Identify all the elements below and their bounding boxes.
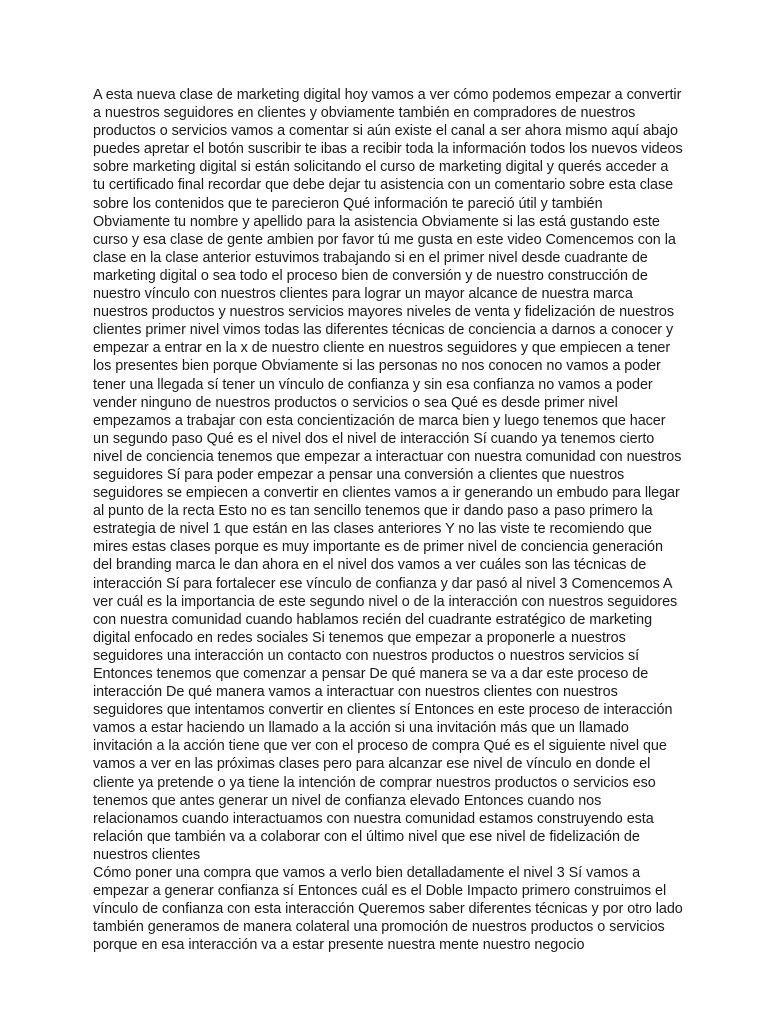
paragraph-1: A esta nueva clase de marketing digital hoy vamos a ver cómo podemos empezar a convertir a nuestros seguidores en clientes y obviamente también en compradores de nuestros productos o servicios vamos a comentar si aún existe el canal a ser ahora mismo aquí abajo puedes apretar el botón suscribir te ibas a recibir toda la información todos los nuevos videos sobre marketing digital si están solicitando el curso de marketing digital y querés acceder a tu certificado final recordar que debe dejar tu asistencia con un comentario sobre esta clase sobre los contenidos que te parecieron Qué información te pareció útil y también Obviamente tu nombre y apellido para la asistencia Obviamente si las está gustando este curso y esa clase de gente ambien por favor tú me gusta en este video Comencemos con la clase en la clase anterior estuvimos trabajando si en el primer nivel desde cuadrante de marketing digital o sea todo el proceso bien de conversión y de nuestro construcción de nuestro vínculo con nuestros clientes para lograr un mayor alcance de nuestra marca nuestros productos y nuestros servicios mayores niveles de venta y fidelización de nuestros clientes primer nivel vimos todas las diferentes técnicas de conciencia a darnos a conocer y empezar a entrar en la x de nuestro cliente en nuestros seguidores y que empiecen a tener los presentes bien porque Obviamente si las personas no nos conocen no vamos a poder tener una llegada sí tener un vínculo de confianza y sin esa confianza no vamos a poder vender ninguno de nuestros productos o servicios o sea Qué es desde primer nivel empezamos a trabajar con esta concientización de marca bien y luego tenemos que hacer un segundo paso Qué es el nivel dos el nivel de interacción Sí cuando ya tenemos cierto nivel de conciencia tenemos que empezar a interactuar con nuestra comunidad con nuestros seguidores Sí para poder empezar a pensar una conversión a clientes que nuestros seguidores se empiecen a convertir en clientes vamos a ir generando un embudo para llegar al punto de la recta Esto no es tan sencillo tenemos que ir dando paso a paso primero la estrategia de nivel 1 que están en las clases anteriores Y no las viste te recomiendo que mires estas clases porque es muy importante es de primer nivel de conciencia generación del branding marca le dan ahora en el nivel dos vamos a ver cuáles son las técnicas de interacción Sí para fortalecer ese vínculo de confianza y dar pasó al nivel 3 Comencemos A ver cuál es la importancia de este segundo nivel o de la interacción con nuestros seguidores con nuestra comunidad cuando hablamos recién del cuadrante estratégico de marketing digital enfocado en redes sociales Si tenemos que empezar a proponerle a nuestros seguidores una interacción un contacto con nuestros productos o nuestros servicios sí Entonces tenemos que comenzar a pensar De qué manera se va a dar este proceso de interacción De qué manera vamos a interactuar con nuestros clientes con nuestros seguidores que intentamos convertir en clientes sí Entonces en este proceso de interacción vamos a estar haciendo un llamado a la acción si una invitación más que un llamado invitación a la acción tiene que ver con el proceso de compra Qué es el siguiente nivel que vamos a ver en las próximas clases pero para alcanzar ese nivel de vínculo en donde el cliente ya pretende o ya tiene la intención de comprar nuestros productos o servicios eso tenemos que antes generar un nivel de confianza elevado Entonces cuando nos relacionamos cuando interactuamos con nuestra comunidad estamos construyendo esta relación que también va a colaborar con el último nivel que ese nivel de fidelización de nuestros clientes [93, 87, 683, 863]
paragraph-2: Cómo poner una compra que vamos a verlo bien detalladamente el nivel 3 Sí vamos a empezar a generar confianza sí Entonces cuál es el Doble Impacto primero construimos el vínculo de confianza con esta interacción Queremos saber diferentes técnicas y por otro lado también generamos de manera colateral una promoción de nuestros productos o servicios porque en esa interacción va a estar presente nuestra mente nuestro negocio [93, 865, 683, 954]
document-body [93, 86, 683, 955]
